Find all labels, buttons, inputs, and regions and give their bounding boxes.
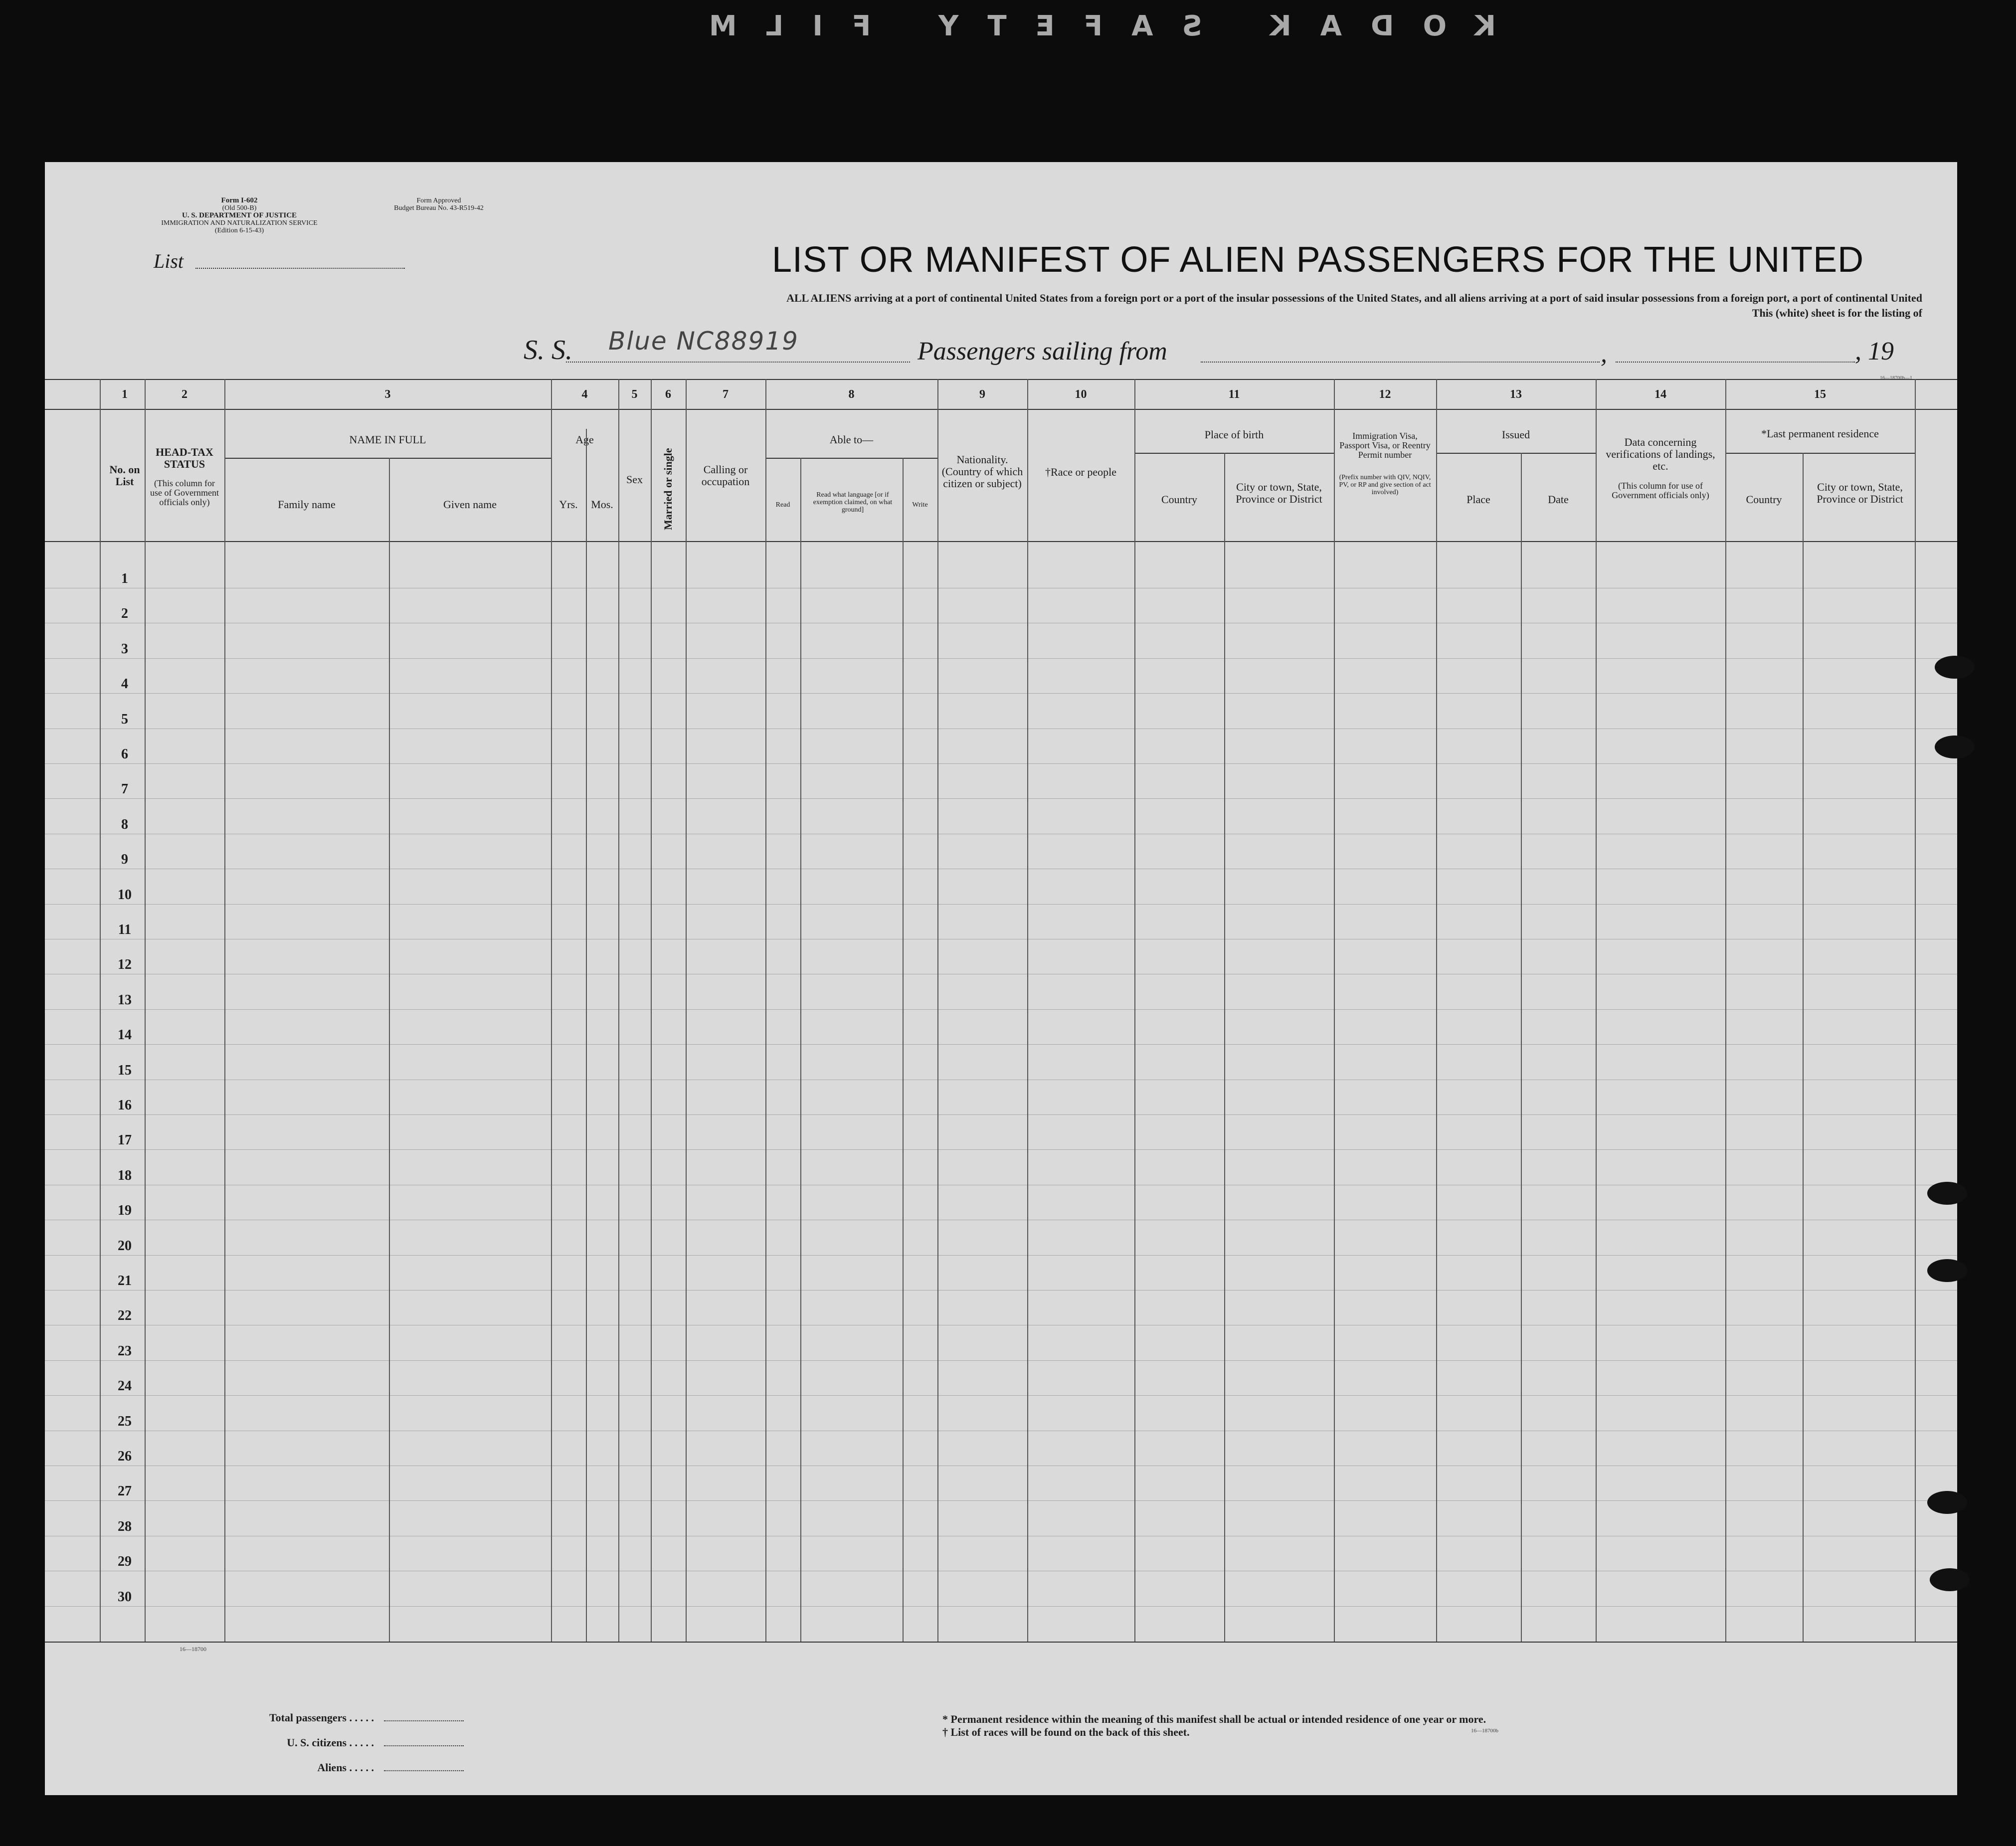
table-row (45, 1149, 1957, 1150)
film-edge-text: KODAK SAFETY FILM (680, 10, 1496, 42)
table-row (45, 1500, 1957, 1501)
form-header-mid (364, 197, 514, 212)
us-citizens-label: U. S. citizens . . . . . (287, 1736, 374, 1749)
footer-code: 16—18700b (1471, 1728, 1498, 1734)
column-rule (1027, 379, 1028, 1642)
header-given-name: Given name (443, 498, 497, 511)
row-number: 3 (121, 641, 128, 657)
header-able-to: Able to— (829, 433, 874, 446)
table-row (45, 1395, 1957, 1396)
row-number: 19 (118, 1203, 132, 1219)
column-rule (1436, 379, 1437, 1642)
row-number: 14 (118, 1027, 132, 1043)
left-code: 16—18700 (180, 1646, 206, 1653)
header-nationality: Nationality. (Country of which citizen or subject) (941, 453, 1023, 490)
header-age-mos: Mos. (591, 498, 613, 511)
table-row (45, 1606, 1957, 1607)
form-number: Form I-602 (221, 196, 258, 204)
column-rule (224, 379, 225, 1642)
sub-column-rule (389, 458, 390, 1642)
header-sex: Sex (626, 473, 643, 486)
punch-hole (1935, 736, 1975, 758)
col-num-2: 2 (182, 388, 187, 401)
header-birth-city: City or town, State, Province or District (1236, 481, 1322, 505)
row-number: 21 (118, 1273, 132, 1289)
aliens-row (224, 1755, 464, 1780)
column-rule (551, 379, 552, 1642)
sub-column-rule (1224, 453, 1225, 1642)
form-header-left (140, 197, 339, 234)
manifest-sheet (45, 162, 1957, 1795)
aliens-field[interactable] (384, 1770, 464, 1771)
list-field[interactable] (195, 268, 405, 269)
header-visa-note: (Prefix number with QIV, NQIV, PV, or RP and give section of act involved) (1339, 474, 1431, 496)
manifest-table (45, 379, 1957, 1725)
column-rule (618, 379, 619, 1642)
header-family-name: Family name (278, 498, 336, 511)
subtitle-line-2: This (white) sheet is for the listing of (1752, 307, 1922, 319)
table-row (45, 1255, 1957, 1256)
budget-bureau: Budget Bureau No. 43-R519-42 (394, 204, 484, 212)
column-rule (686, 379, 687, 1642)
column-rule (1134, 379, 1135, 1642)
form-code-top: 16—18700b—1 (1880, 375, 1912, 381)
table-row (45, 693, 1957, 694)
rule-residence-sub (1725, 453, 1915, 454)
header-last-residence: *Last permanent residence (1761, 427, 1879, 440)
sub-column-rule (903, 458, 904, 1642)
punch-hole (1930, 1568, 1970, 1591)
row-number: 9 (121, 852, 128, 868)
header-place-of-birth: Place of birth (1204, 428, 1264, 441)
page-title: LIST OR MANIFEST OF ALIEN PASSENGERS FOR THE UNITED (772, 240, 1864, 280)
us-citizens-field[interactable] (384, 1745, 464, 1746)
punch-hole (1927, 1491, 1967, 1514)
col-num-1: 1 (122, 388, 128, 401)
header-head-tax: HEAD-TAX STATUS (156, 446, 213, 470)
header-read-language: Read what language [or if exemption claimed, on what ground] (813, 491, 893, 514)
col-num-5: 5 (631, 388, 638, 401)
sub-column-rule (1521, 453, 1522, 1642)
total-passengers-text: Total passengers (269, 1711, 347, 1724)
header-write: Write (912, 501, 928, 509)
column-rule (765, 379, 766, 1642)
rule-issued-sub (1436, 453, 1596, 454)
list-label: List (154, 250, 184, 272)
header-birth-country: Country (1161, 493, 1198, 506)
column-rule (1725, 379, 1726, 1642)
row-number: 13 (118, 992, 132, 1008)
sailing-port-field[interactable] (1201, 362, 1600, 363)
row-number: 24 (118, 1378, 132, 1394)
column-rule (651, 379, 652, 1642)
row-number: 7 (121, 781, 128, 797)
punch-hole (1927, 1182, 1967, 1205)
header-bottom-rule (45, 541, 1957, 542)
row-number: 27 (118, 1483, 132, 1499)
total-passengers-label: Total passengers . . . . . (269, 1711, 374, 1724)
table-row (45, 1114, 1957, 1115)
column-rule (1915, 379, 1916, 1642)
total-passengers-row (224, 1705, 464, 1730)
header-age-yrs: Yrs. (559, 498, 578, 511)
column-rule (937, 379, 938, 1642)
col-num-11: 11 (1228, 388, 1240, 401)
us-citizens-text: U. S. citizens (287, 1736, 347, 1749)
form-edition: (Edition 6-15-43) (214, 227, 264, 234)
col-num-3: 3 (384, 388, 391, 401)
row-number: 28 (118, 1518, 132, 1534)
punch-hole (1927, 1259, 1967, 1282)
totals-block (224, 1705, 464, 1780)
binder-tear-mark (1957, 344, 1977, 364)
column-rule (100, 379, 101, 1642)
row-number: 26 (118, 1449, 132, 1464)
table-top-rule (45, 379, 1957, 380)
row-number: 2 (121, 606, 128, 622)
table-row (45, 763, 1957, 764)
row-number: 18 (118, 1167, 132, 1183)
rule-able-sub (765, 458, 937, 459)
row-number: 12 (118, 957, 132, 973)
row-number: 4 (121, 676, 128, 692)
row-number: 25 (118, 1413, 132, 1429)
year-comma: , (1855, 337, 1868, 366)
header-issued: Issued (1501, 428, 1530, 441)
header-residence-country: Country (1746, 493, 1782, 506)
ss-label: S. S. (524, 335, 572, 366)
form-department: U. S. DEPARTMENT OF JUSTICE (182, 211, 297, 219)
row-number: 5 (121, 711, 128, 727)
row-number: 17 (118, 1132, 132, 1148)
form-approved: Form Approved (416, 197, 461, 204)
footnote-races: † List of races will be found on the back of this sheet. (942, 1726, 1190, 1738)
sub-column-rule (586, 429, 587, 1642)
table-row (45, 904, 1957, 905)
col-num-10: 10 (1075, 388, 1087, 401)
col-num-7: 7 (723, 388, 729, 401)
col-num-15: 15 (1814, 388, 1826, 401)
col-num-9: 9 (979, 388, 985, 401)
col-num-13: 13 (1510, 388, 1522, 401)
form-service: IMMIGRATION AND NATURALIZATION SERVICE (161, 219, 318, 227)
rule-birth-sub (1134, 453, 1334, 454)
table-row (45, 1290, 1957, 1291)
table-row (45, 1360, 1957, 1361)
rule-name-sub (224, 458, 551, 459)
table-row (45, 798, 1957, 799)
column-rule (145, 379, 146, 1642)
sub-column-rule (800, 458, 801, 1642)
subtitle-line-1: ALL ALIENS arriving at a port of continental United States from a foreign port or a port of the insular possessions of the United States, and all aliens arriving at a port of said insular possessions from a foreign port, a port of continental United (786, 292, 1922, 304)
year-prefix (1855, 337, 1894, 366)
header-race: †Race or people (1045, 466, 1116, 478)
header-visa: Immigration Visa, Passport Visa, or Reentry Permit number (1339, 431, 1431, 460)
header-name-in-full: NAME IN FULL (349, 433, 426, 446)
header-calling: Calling or occupation (701, 463, 750, 488)
col-num-6: 6 (665, 388, 671, 401)
col-num-8: 8 (848, 388, 855, 401)
column-rule (1596, 379, 1597, 1642)
row-number: 15 (118, 1062, 132, 1078)
column-number-rule (45, 409, 1957, 410)
col-num-14: 14 (1654, 388, 1666, 401)
footnote-permanent-residence: * Permanent residence within the meaning of this manifest shall be actual or intended residence of one year or more. (942, 1713, 1486, 1725)
row-number: 16 (118, 1098, 132, 1113)
row-number: 29 (118, 1554, 132, 1570)
header-age: Age (575, 433, 594, 446)
header-residence-city: City or town, State, Province or District (1817, 481, 1903, 505)
sailing-date-field[interactable] (1616, 362, 1855, 363)
header-read: Read (775, 501, 790, 509)
footnotes (942, 1713, 1486, 1739)
header-no-on-list: No. on List (109, 463, 140, 488)
total-passengers-field[interactable] (384, 1720, 464, 1721)
year-prefix-text: 19 (1868, 337, 1894, 366)
header-issued-date: Date (1548, 493, 1569, 506)
punch-hole (1935, 656, 1975, 679)
table-row (45, 658, 1957, 659)
row-number: 10 (118, 887, 132, 903)
row-number: 1 (121, 571, 128, 586)
header-issued-place: Place (1466, 493, 1490, 506)
row-number: 22 (118, 1308, 132, 1324)
table-bottom-rule (45, 1642, 1957, 1643)
sub-column-rule (1803, 453, 1804, 1642)
row-number: 8 (121, 816, 128, 832)
sailing-from-label: Passengers sailing from (917, 337, 1167, 366)
ship-name-field[interactable] (566, 362, 910, 363)
row-number: 30 (118, 1589, 132, 1605)
row-number: 6 (121, 746, 128, 762)
comma-separator: , (1601, 340, 1607, 368)
table-row (45, 1044, 1957, 1045)
form-old-number: (Old 500-B) (222, 204, 257, 212)
row-number: 23 (118, 1343, 132, 1359)
column-rule (1334, 379, 1335, 1642)
col-num-12: 12 (1379, 388, 1391, 401)
col-num-4: 4 (581, 388, 588, 401)
table-row (45, 1009, 1957, 1010)
aliens-text: Aliens (317, 1761, 347, 1774)
header-married-single: Married or single (662, 448, 674, 530)
header-verifications-note: (This column for use of Government officials only) (1612, 481, 1709, 500)
ship-name-handwritten: Blue NC88919 (608, 327, 799, 356)
aliens-label: Aliens . . . . . (317, 1761, 374, 1774)
header-head-tax-note: (This column for use of Government officials only) (150, 478, 219, 507)
us-citizens-row (224, 1730, 464, 1755)
header-verifications: Data concerning verifications of landings, etc. (1606, 436, 1715, 472)
row-number: 11 (118, 922, 132, 937)
row-number: 20 (118, 1238, 132, 1254)
